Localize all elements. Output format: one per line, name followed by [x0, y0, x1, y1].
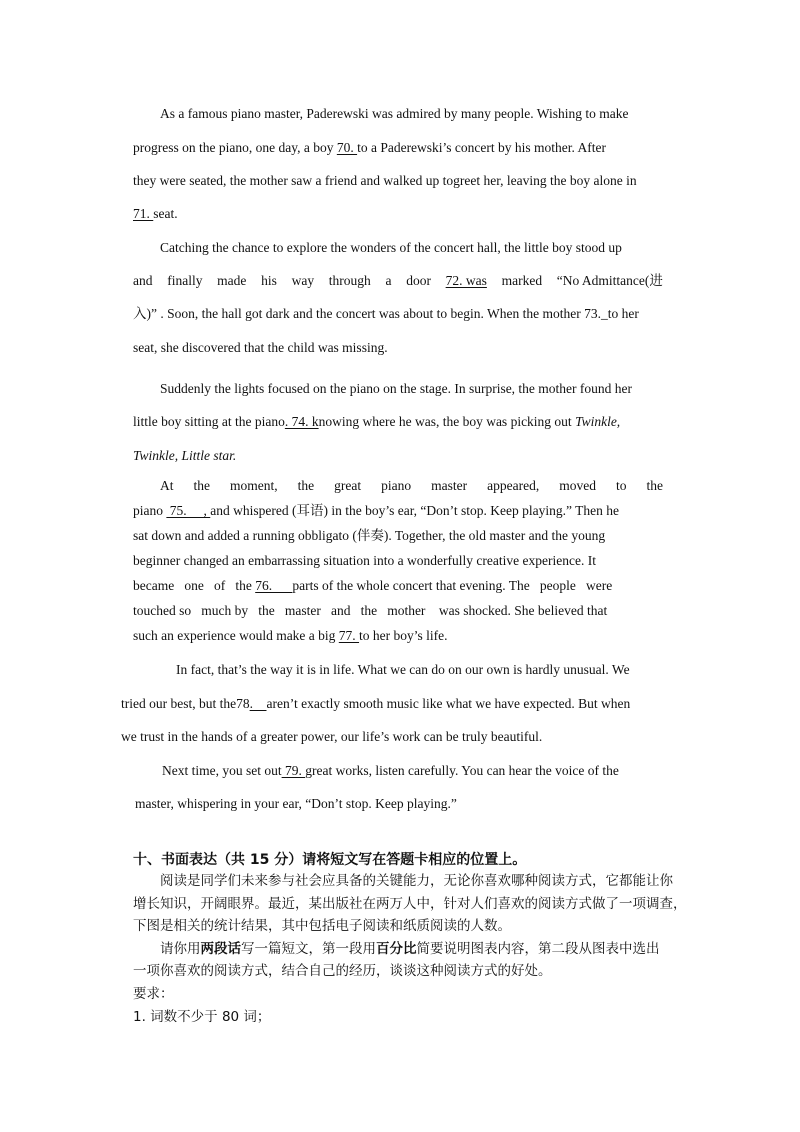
word: door [406, 273, 431, 288]
p2-line-4: seat, she discovered that the child was missing. [133, 340, 388, 355]
p3-line-1: Suddenly the lights focused on the piano on the stage. In surprise, the mother found her [160, 381, 633, 396]
word: a [385, 273, 392, 288]
p6-line-2: master, whispering in your ear, “Don’t stop. Keep playing.” [135, 796, 457, 811]
p1-line-4 [133, 206, 178, 222]
word: his [261, 273, 277, 288]
word: the [297, 478, 315, 493]
p2-line-3: 入)” . Soon, the hall got dark and the concert was about to begin. When the mother 73._to her [133, 306, 639, 321]
word: marked [501, 273, 543, 288]
p4-line-5 [133, 578, 612, 594]
blank-74[interactable]: . 74. k [284, 414, 319, 429]
song-title: Twinkle, Little star. [133, 448, 237, 463]
p1-line-1: As a famous piano master, Paderewski was admired by many people. Wishing to make [160, 106, 629, 121]
word: through [328, 273, 371, 288]
text: aren’t exactly smooth music like what we have expected. But when [266, 696, 631, 711]
instruction-line-2: 增长知识，开阔眼界。最近，某出版社在两万人中，针对人们喜欢的阅读方式做了一项调查， [133, 896, 687, 912]
word: moved [559, 478, 596, 493]
word: moment, [230, 478, 278, 493]
instruction-line-3: 下图是相关的统计结果，其中包括电子阅读和纸质阅读的人数。 [133, 918, 511, 934]
blank-78[interactable]: . [249, 696, 267, 711]
blank-79[interactable]: 79. [281, 763, 306, 778]
p4-line-6: touched so much by the master and the mother was shocked. She believed that [133, 603, 608, 618]
text: parts of the whole concert that evening. The people were [292, 578, 613, 593]
text: great works, listen carefully. You can hear the voice of the [305, 763, 619, 778]
word: to [615, 478, 627, 493]
p4-line-1 [160, 478, 663, 494]
p5-line-2 [121, 696, 630, 712]
p3-line-3 [133, 448, 236, 464]
word: finally [167, 273, 203, 288]
blank-75[interactable]: 75. , [166, 503, 211, 518]
text: 请你用 [160, 941, 201, 957]
p6-line-1 [162, 763, 619, 779]
blank-72[interactable]: 72. was [445, 273, 487, 288]
word: and [133, 273, 153, 288]
p4-line-2 [133, 503, 619, 519]
text: Next time, you set out [162, 763, 282, 778]
p4-line-3: sat down and added a running obbligato (伴奏). Together, the old master and the young [133, 528, 606, 543]
instruction-line-5: 一项你喜欢的阅读方式，结合自己的经历，谈谈这种阅读方式的好处。 [133, 963, 552, 979]
p4-line-7 [133, 628, 448, 644]
word: made [217, 273, 247, 288]
word: way [291, 273, 315, 288]
p5-line-3: we trust in the hands of a greater power, our life’s work can be truly beautiful. [121, 729, 543, 744]
section-title: 十、书面表达（共 15 分）请将短文写在答题卡相应的位置上。 [133, 852, 527, 868]
blank-71[interactable]: 71. [133, 206, 154, 221]
blank-77[interactable]: 77. [338, 628, 360, 643]
p5-line-1: In fact, that’s the way it is in life. What we can do on our own is hardly unusual. We [176, 662, 630, 677]
text: seat. [153, 206, 178, 221]
text: to a Paderewski’s concert by his mother. After [357, 140, 607, 155]
requirements-label: 要求： [133, 986, 174, 1002]
blank-76[interactable]: 76. [255, 578, 293, 593]
text: progress on the piano, one day, a boy [133, 140, 337, 155]
text: tried our best, but the78 [121, 696, 250, 711]
word: great [334, 478, 362, 493]
text: 写一篇短文，第一段用 [241, 941, 376, 957]
text: to her boy’s life. [359, 628, 448, 643]
text: and whispered (耳语) in the boy’s ear, “Don’t stop. Keep playing.” Then he [210, 503, 619, 518]
word: master [431, 478, 468, 493]
text: little boy sitting at the piano [133, 414, 285, 429]
blank-70[interactable]: 70. [336, 140, 358, 155]
p4-line-4: beginner changed an embarrassing situation into a wonderfully creative experience. It [133, 553, 596, 568]
p2-line-2 [133, 273, 663, 289]
word: piano [381, 478, 412, 493]
requirement-1: 1. 词数不少于 80 词； [133, 1009, 271, 1025]
instruction-line-1: 阅读是同学们未来参与社会应具备的关键能力，无论你喜欢哪种阅读方式，它都能让你 [160, 873, 673, 889]
word: appeared, [487, 478, 540, 493]
word: “No Admittance(进 [556, 273, 663, 288]
emphasis: 百分比 [376, 941, 417, 957]
word: At [160, 478, 174, 493]
text: 简要说明图表内容，第二段从图表中选出 [416, 941, 660, 957]
instruction-line-4 [160, 941, 660, 957]
text: such an experience would make a big [133, 628, 339, 643]
word: the [193, 478, 210, 493]
text: nowing where he was, the boy was picking out [318, 414, 576, 429]
word: the [646, 478, 663, 493]
p2-line-1: Catching the chance to explore the wonders of the concert hall, the little boy stood up [160, 240, 622, 255]
text: became one of the [133, 578, 256, 593]
p1-line-3: they were seated, the mother saw a friend and walked up togreet her, leaving the boy alone in [133, 173, 637, 188]
text: piano [133, 503, 167, 518]
p3-line-2 [133, 414, 620, 430]
song-title: Twinkle, [575, 414, 621, 429]
p1-line-2 [133, 140, 606, 156]
emphasis: 两段话 [200, 941, 241, 957]
